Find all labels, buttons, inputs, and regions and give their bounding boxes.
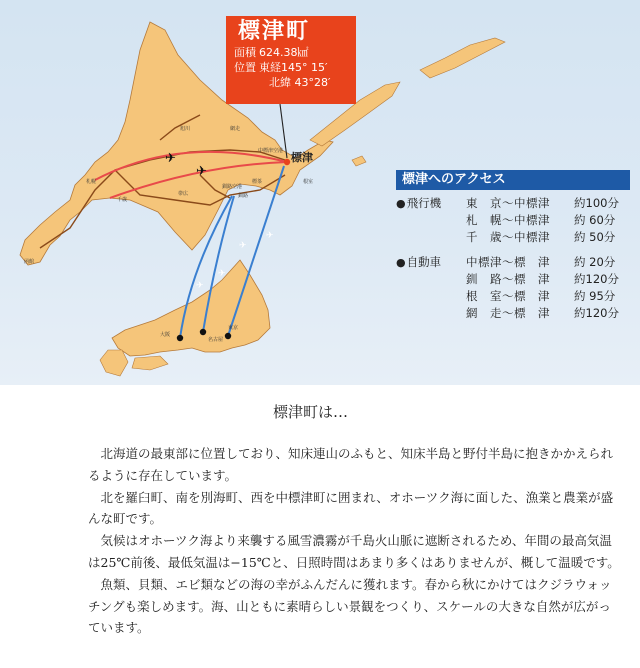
route-row	[396, 254, 640, 271]
route-time: 約 60分	[574, 213, 616, 227]
place-label-sapporo: 札幌	[86, 179, 97, 185]
bullet-icon: ●	[396, 197, 406, 210]
place-label-shibecha: 標茶	[252, 179, 263, 185]
route-mode	[396, 195, 466, 212]
place-label-abashiri: 網走	[230, 126, 241, 132]
hyoutsu-label: 標津	[291, 151, 313, 164]
latitude-value: 北緯 43°28′	[269, 76, 331, 89]
place-label-nakashibetsu-airport: 中標津空港	[258, 148, 284, 154]
body-paragraph: 気候はオホーツク海より来襲する風雪濃霧が千島火山脈に遮断されるため、年間の最高気温は25℃前後、最低気温は−15℃と、日照時間はあまり多くはありませんが、概して温暖です。	[88, 533, 620, 570]
hyoutsu-marker	[284, 159, 290, 165]
honshu-island	[112, 260, 270, 356]
plane-icon: ✈	[218, 269, 226, 279]
body-text	[88, 443, 623, 639]
route-name: 根 室～標 津	[466, 289, 550, 303]
plane-icon: ✈	[239, 241, 247, 251]
kyushu-island	[100, 350, 128, 376]
mode-label: 飛行機	[406, 196, 442, 210]
position-label: 位置	[234, 61, 256, 74]
plane-icon: ✈	[165, 151, 176, 166]
route-group-car	[396, 254, 640, 322]
route-time: 約120分	[574, 306, 619, 320]
place-label-kushiro-airport: 釧路空港	[222, 184, 243, 190]
body-paragraph: 北を羅臼町、南を別海町、西を中標津町に囲まれ、オホーツク海に面した、漁業と農業が盛んな町です。	[88, 489, 614, 527]
route-time: 約 20分	[574, 255, 616, 269]
route-row	[396, 305, 640, 322]
route-name: 東 京～中標津	[466, 196, 550, 210]
route-time: 約 50分	[574, 230, 616, 244]
access-title: 標津へのアクセス	[396, 170, 630, 190]
mode-label: 自動車	[406, 255, 442, 269]
access-panel	[396, 170, 640, 322]
place-label-nemuro: 根室	[303, 179, 314, 185]
area-line	[234, 45, 350, 60]
place-label-tokyo: 東京	[228, 325, 239, 331]
body-paragraph: 北海道の最東部に位置しており、知床連山のふもと、知床半島と野付半島に抱きかかえられるように存在しています。	[88, 446, 614, 483]
area-label: 面積	[234, 46, 256, 59]
bullet-icon: ●	[396, 256, 406, 269]
route-row	[396, 288, 640, 305]
plane-icon: ✈	[266, 231, 274, 241]
body-title: 標津町は…	[273, 403, 349, 421]
place-label-osaka: 大阪	[160, 332, 171, 338]
route-time: 約 95分	[574, 289, 616, 303]
town-info-box	[226, 16, 356, 104]
route-name: 千 歳～中標津	[466, 230, 550, 244]
route-row	[396, 229, 640, 246]
place-label-kushiro: 釧路	[238, 193, 249, 199]
nagoya-marker	[200, 329, 206, 335]
route-row	[396, 195, 640, 212]
etorofu-island	[420, 38, 505, 78]
route-time: 約100分	[574, 196, 619, 210]
route-name: 中標津～標 津	[466, 255, 550, 269]
route-name: 釧 路～標 津	[466, 272, 550, 286]
route-name: 網 走～標 津	[466, 306, 550, 320]
area-value: 624.38㎢	[259, 46, 309, 59]
route-name: 札 幌～中標津	[466, 213, 550, 227]
plane-icon: ✈	[196, 281, 204, 291]
small-island	[352, 156, 366, 166]
tokyo-marker	[225, 333, 231, 339]
place-label-obihiro: 帯広	[178, 191, 189, 197]
plane-icon: ✈	[196, 164, 207, 179]
route-mode	[396, 254, 466, 271]
route-time: 約120分	[574, 272, 619, 286]
town-name: 標津町	[238, 19, 311, 44]
route-row	[396, 212, 640, 229]
place-label-hakodate: 函館	[24, 259, 35, 265]
shikoku-island	[132, 356, 168, 370]
osaka-marker	[177, 335, 183, 341]
route-group-plane	[396, 195, 640, 246]
longitude-value: 東経145° 15′	[259, 61, 328, 74]
route-row	[396, 271, 640, 288]
place-label-chitose: 千歳	[117, 197, 128, 203]
place-label-asahikawa: 旭川	[180, 126, 191, 132]
position-line	[234, 60, 350, 75]
body-paragraph: 魚類、貝類、エビ類などの海の幸がふんだんに獲れます。春から秋にかけてはクジラウォッチングも楽しめます。海、山ともに素晴らしい景観をつくり、スケールの大きな自然が広がっています。	[88, 576, 612, 636]
place-label-nagoya: 名古屋	[208, 337, 224, 343]
